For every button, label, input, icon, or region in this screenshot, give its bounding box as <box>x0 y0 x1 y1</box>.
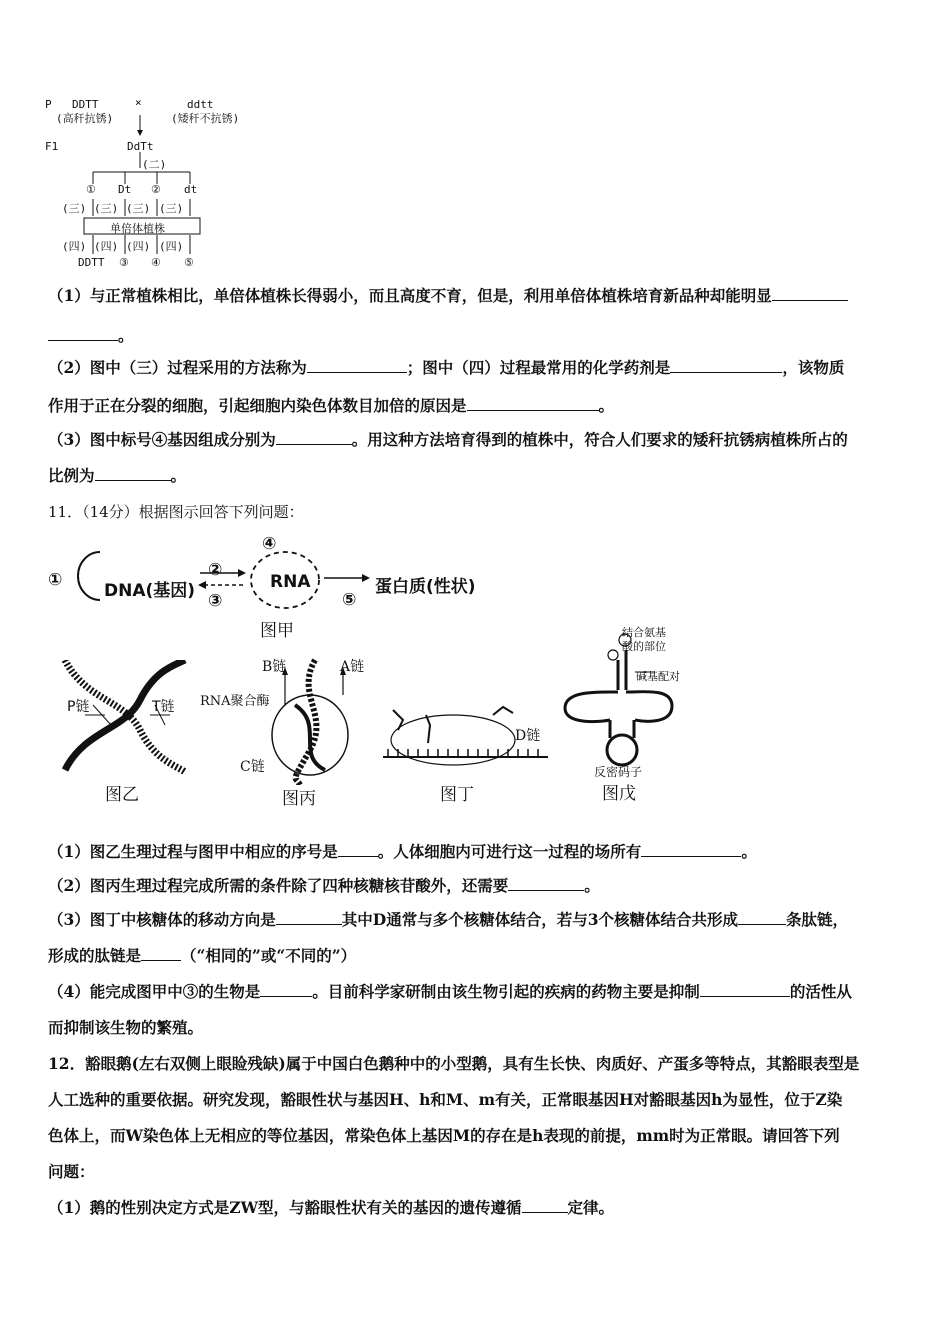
q10-part3-line2: 比例为 。 <box>48 466 187 485</box>
answer-blank <box>467 396 599 411</box>
answer-blank <box>276 430 352 445</box>
q11-part4-line1: （4）能完成图甲中③的生物是 。目前科学家研制由该生物引起的疾病的药物主要是抑制 的活性从 <box>48 982 852 1001</box>
answer-blank <box>338 842 378 857</box>
step-two-label: (二) <box>142 158 167 171</box>
gamete-4: dt <box>184 183 198 196</box>
q12-line2: 人工选种的重要依据。研究发现，豁眼性状与基因H、h和M、m有关，正常眼基因H对豁眼基因h为显性，位于Z染 <box>48 1090 843 1109</box>
q12-part1: （1）鹅的性别决定方式是ZW型，与豁眼性状有关的基因的遗传遵循 定律。 <box>48 1198 615 1217</box>
bing-c-strand-label: C链 <box>240 759 265 775</box>
answer-blank <box>141 946 181 961</box>
gamete-1: ① <box>86 183 96 196</box>
answer-blank <box>641 842 741 857</box>
q12-line1: 12．豁眼鹅(左右双侧上眼睑残缺)属于中国白色鹅种中的小型鹅，具有生长快、肉质好、产蛋多等特点，其豁眼表型是 <box>48 1054 860 1073</box>
jia-number-1: ① <box>48 570 63 590</box>
answer-blank <box>307 358 407 373</box>
jia-number-5: ⑤ <box>342 590 357 610</box>
parent2-genotype: ddtt <box>187 98 214 111</box>
wu-base-pair-label: 碱基配对 <box>636 670 680 683</box>
jia-caption: 图甲 <box>260 621 294 641</box>
step-four-label: (四) <box>126 240 151 253</box>
gamete-2: Dt <box>118 183 132 196</box>
gamete-3: ② <box>151 183 161 196</box>
step-four-label: (四) <box>62 240 87 253</box>
step-three-label: (三) <box>126 202 151 215</box>
wu-amino-site-label-1: 结合氨基 <box>622 626 666 639</box>
answer-blank <box>670 358 782 373</box>
q11-part2: （2）图丙生理过程完成所需的条件除了四种核糖核苷酸外，还需要 。 <box>48 876 600 895</box>
jia-dna-label: DNA(基因) <box>104 581 196 601</box>
jia-number-4: ④ <box>262 534 277 554</box>
answer-blank <box>700 982 790 997</box>
q11-part4-line2: 而抑制该生物的繁殖。 <box>48 1018 204 1037</box>
yi-caption: 图乙 <box>105 785 139 805</box>
p-label: P <box>45 98 52 111</box>
q12-line4: 问题： <box>48 1162 95 1181</box>
haploid-label: 单倍体植株 <box>110 222 165 235</box>
step-four-label: (四) <box>159 240 184 253</box>
step-four-label: (四) <box>94 240 119 253</box>
result-2: ③ <box>119 256 129 269</box>
bing-a-strand-label: A链 <box>340 659 365 675</box>
answer-blank <box>772 286 848 301</box>
q10-part1-line1: （1）与正常植株相比，单倍体植株长得弱小，而且高度不育，但是，利用单倍体植株培育新品种却能明显 <box>48 284 848 308</box>
q11-header: 11．（14分）根据图示回答下列问题： <box>48 503 304 521</box>
f1-genotype: DdTt <box>127 140 154 153</box>
ding-d-strand-label: D链 <box>515 728 541 744</box>
yi-p-strand-label: P链 <box>67 699 90 715</box>
bing-b-strand-label: B链 <box>262 659 287 675</box>
q10-part3-line1: （3）图中标号④基因组成分别为 。用这种方法培育得到的植株中，符合人们要求的矮秆抗锈病植株所占的 <box>48 430 848 449</box>
step-three-label: (三) <box>159 202 184 215</box>
parent2-phenotype: (矮秆不抗锈) <box>171 112 240 125</box>
wu-amino-site-label-2: 酸的部位 <box>622 640 666 653</box>
result-3: ④ <box>151 256 161 269</box>
answer-blank <box>508 876 584 891</box>
jia-number-3: ③ <box>208 591 223 611</box>
step-three-label: (三) <box>94 202 119 215</box>
parent1-phenotype: (高秆抗锈) <box>56 112 114 125</box>
result-1: DDTT <box>78 256 105 269</box>
answer-blank <box>522 1198 568 1213</box>
wu-caption: 图戊 <box>602 784 636 804</box>
q11-part1: （1）图乙生理过程与图甲中相应的序号是 。人体细胞内可进行这一过程的场所有 。 <box>48 842 757 861</box>
ding-caption: 图丁 <box>440 785 474 805</box>
q10-part1-line2: 。 <box>48 324 134 348</box>
jia-rna-label: RNA <box>270 572 311 592</box>
wu-anticodon-label: 反密码子 <box>594 765 643 779</box>
parent1-genotype: DDTT <box>72 98 99 111</box>
bing-rna-polymerase-label: RNA聚合酶 <box>200 694 270 709</box>
answer-blank <box>260 982 312 997</box>
answer-blank <box>276 910 342 925</box>
bing-caption: 图丙 <box>282 789 316 809</box>
q12-line3: 色体上，而W染色体上无相应的等位基因，常染色体上基因M的存在是h表现的前提，mm时为正常眼。请回答下列 <box>48 1126 840 1145</box>
q11-part3-line2: 形成的肽链是 （“相同的”或“不同的”） <box>48 946 357 965</box>
step-three-label: (三) <box>62 202 87 215</box>
result-4: ⑤ <box>184 256 194 269</box>
q11-part3-line1: （3）图丁中核糖体的移动方向是 其中D通常与多个核糖体结合，若与3个核糖体结合共形成 条肽链， <box>48 910 849 929</box>
q10-part2-line2: 作用于正在分裂的细胞，引起细胞内染色体数目加倍的原因是 。 <box>48 396 615 415</box>
answer-blank <box>738 910 786 925</box>
q10-part2-line1: （2）图中（三）过程采用的方法称为 ；图中（四）过程最常用的化学药剂是 ，该物质 <box>48 358 845 377</box>
answer-blank <box>95 466 171 481</box>
figure-yi-double-helix <box>55 660 195 780</box>
answer-blank <box>48 326 118 341</box>
jia-protein-label: 蛋白质(性状) <box>375 577 476 597</box>
f1-label: F1 <box>45 140 59 153</box>
jia-number-2: ② <box>208 560 223 580</box>
cross-sign: × <box>135 96 142 109</box>
yi-t-strand-label: T链 <box>152 699 175 715</box>
